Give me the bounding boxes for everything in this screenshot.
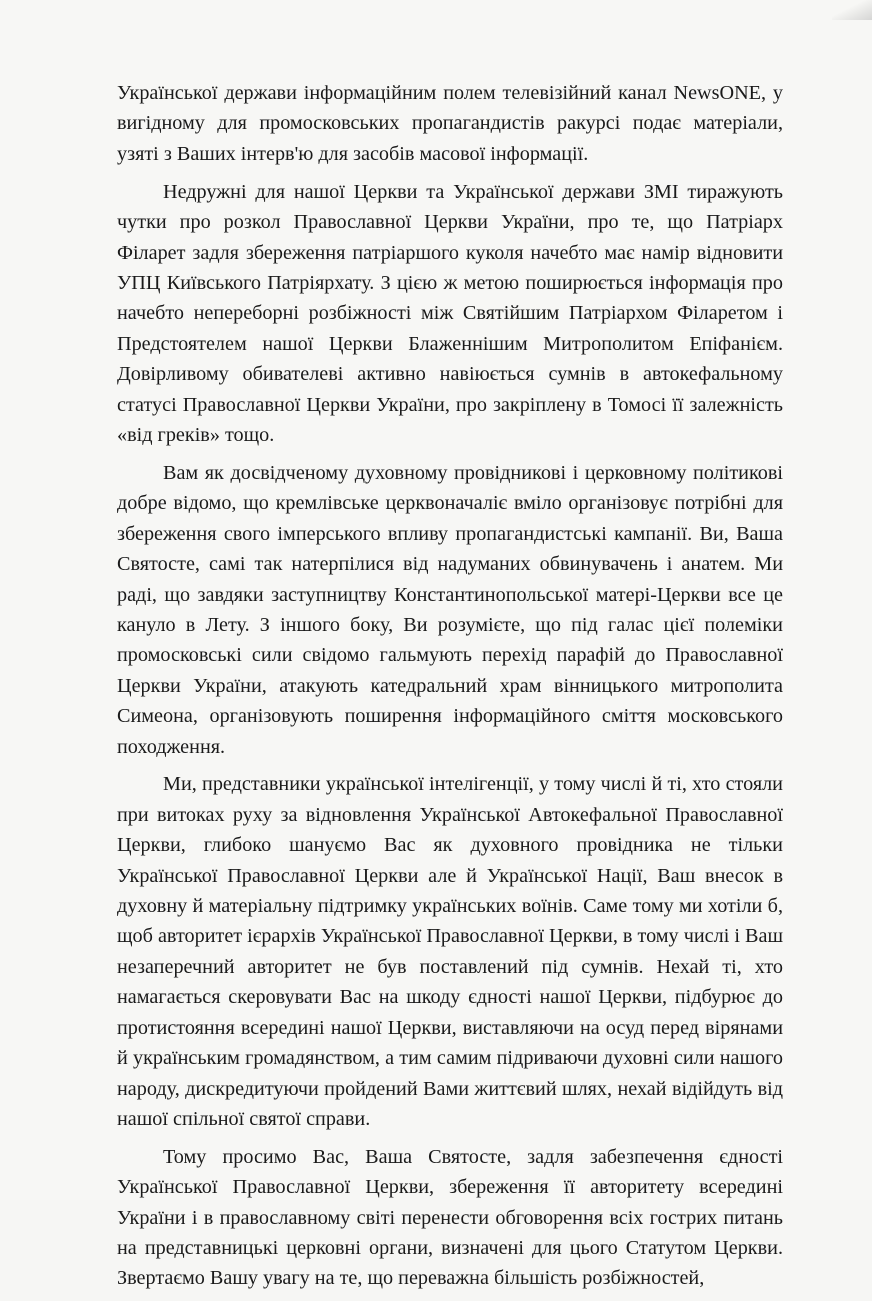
- paragraph-continuation: Української держави інформаційним полем телевізійний канал NewsONE, у вигідному для промосковських пропагандистів ракурсі подає матеріали, узяті з Ваших інтерв'ю для засобів масової інформації.: [117, 82, 783, 165]
- letter-body: [117, 78, 783, 1301]
- paragraph-intelligentsia: Ми, представники української інтелігенції, у тому числі й ті, хто стояли при витоках руху за відновлення Української Автокефальної Православної Церкви, глибоко шануємо Вас як духовного провідника не тільки Української Православної Церкви але й Української Нації, Ваш внесок в духовну й матеріальну підтримку українських воїнів. Саме тому ми хотіли б, щоб авторитет ієрархів Української Православної Церкви, в тому числі і Ваш незаперечний авторитет не був поставлений під сумнів. Нехай ті, хто намагається скеровувати Вас на шкоду єдності нашої Церкви, підбурює до протистояння всередині нашої Церкви, виставляючи на осуд перед вірянами й українським громадянством, а тим самим підриваючи духовні сили нашого народу, дискредитуючи пройдений Вами життєвий шлях, нехай відійдуть від нашої спільної святої справи.: [117, 773, 783, 1130]
- paragraph-kremlin-campaigns: Вам як досвідченому духовному провідникові і церковному політикові добре відомо, що кремлівське церквоначаліє вміло організовує потрібні для збереження свого імперського впливу пропагандистські кампанії. Ви, Ваша Святосте, самі так натерпілися від надуманих обвинувачень і анатем. Ми раді, що завдяки заступництву Константинопольської матері-Церкви все це кануло в Лету. З іншого боку, Ви розумієте, що під галас цієї полеміки промосковські сили свідомо гальмують перехід парафій до Православної Церкви України, атакують катедральний храм вінницького митрополита Симеона, організовують поширення інформаційного сміття московського походження.: [117, 461, 783, 758]
- paragraph-request: Тому просимо Вас, Ваша Святосте, задля забезпечення єдності Української Православної Церкви, збереження її авторитету всередині України і в православному світі перенести обговорення всіх гострих питань на представницькі церковні органи, визначені для цього Статутом Церкви. Звертаємо Вашу увагу на те, що переважна більшість розбіжностей,: [117, 1145, 783, 1290]
- paragraph-media-rumors: Недружні для нашої Церкви та Української держави ЗМІ тиражують чутки про розкол Православної Церкви України, про те, що Патріарх Філарет задля збереження патріаршого куколя начебто має намір відновити УПЦ Київського Патріярхату. З цією ж метою поширюється інформація про начебто непереборні розбіжності між Святійшим Патріархом Філаретом і Предстоятелем нашої Церкви Блаженнішим Митрополитом Епіфанієм. Довірливому обивателеві активно навіюється сумнів в автокефальному статусі Православної Церкви України, про закріплену в Томосі її залежність «від греків» тощо.: [117, 180, 783, 446]
- scan-corner-shadow: [832, 0, 872, 20]
